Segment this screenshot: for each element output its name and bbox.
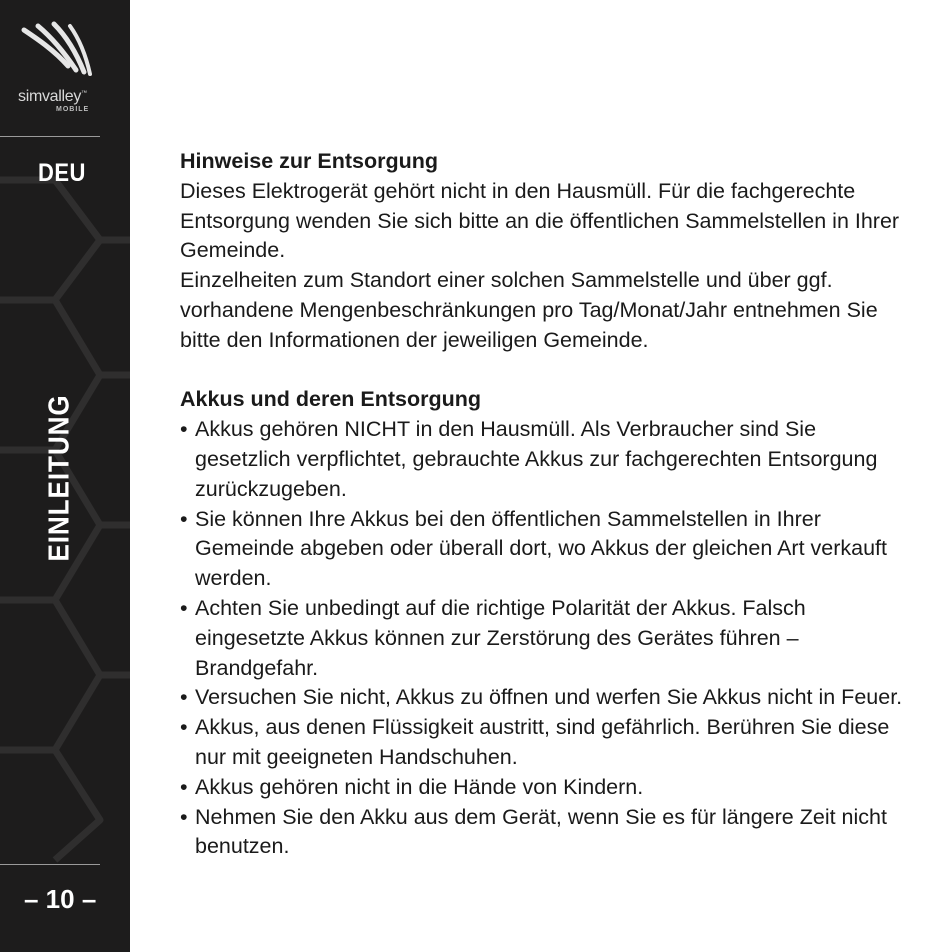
brand-subtitle: MOBILE <box>56 106 90 113</box>
bullet: • <box>180 774 188 799</box>
list-item: • Akkus gehören nicht in die Hände von Kindern. <box>180 773 910 803</box>
top-divider <box>0 136 100 137</box>
list-item: • Akkus, aus denen Flüssigkeit austritt, sind gefährlich. Berühren Sie diese nur mit geeigneten Handschuhen. <box>180 715 890 769</box>
disposal-paragraph-1: Dieses Elektrogerät gehört nicht in den Hausmüll. Für die fachgerechte Entsorgung wenden Sie sich bitte an die öffentlichen Sammelstellen in Ihrer Gemeinde. <box>180 178 900 263</box>
language-code: DEU <box>38 158 86 187</box>
battery-list <box>180 415 910 862</box>
bullet: • <box>180 595 188 620</box>
main-content <box>180 147 910 862</box>
bullet: • <box>180 506 188 531</box>
bottom-divider <box>0 864 100 865</box>
bullet: • <box>180 417 188 442</box>
section-label-text: EINLEITUNG <box>43 394 76 562</box>
list-item: • Akkus gehören NICHT in den Hausmüll. Als Verbraucher sind Sie gesetzlich verpflichtet, gebrauchte Akkus zur fachgerechten Entsorgung zurückzugeben. <box>180 417 878 501</box>
bullet: • <box>180 715 188 740</box>
disposal-heading: Hinweise zur Entsorgung <box>180 149 439 173</box>
list-item: • Versuchen Sie nicht, Akkus zu öffnen und werfen Sie Akkus nicht in Feuer. <box>180 683 910 713</box>
bullet: • <box>180 685 188 710</box>
page-number: – 10 – <box>24 884 97 914</box>
list-item: • Achten Sie unbedingt auf die richtige Polarität der Akkus. Falsch eingesetzte Akkus können zur Zerstörung des Gerätes führen – Brandgefahr. <box>180 595 806 680</box>
list-item: • Nehmen Sie den Akku aus dem Gerät, wenn Sie es für längere Zeit nicht benutzen. <box>180 804 887 859</box>
battery-heading: Akkus und deren Entsorgung <box>180 387 482 412</box>
disposal-paragraph-2: Einzelheiten zum Standort einer solchen Sammelstelle und über ggf. vorhandene Mengenbeschränkungen pro Tag/Monat/Jahr entnehmen Sie bitte den Informationen der jeweiligen Gemeinde. <box>180 268 878 352</box>
bullet: • <box>180 804 188 829</box>
list-item: • Sie können Ihre Akkus bei den öffentlichen Sammelstellen in Ihrer Gemeinde abgeben oder überall dort, wo Akkus der gleichen Art verkauft werden. <box>180 506 887 591</box>
sidebar <box>0 0 130 952</box>
spacer <box>180 356 910 386</box>
brand-name: simvalley™ <box>18 88 87 105</box>
